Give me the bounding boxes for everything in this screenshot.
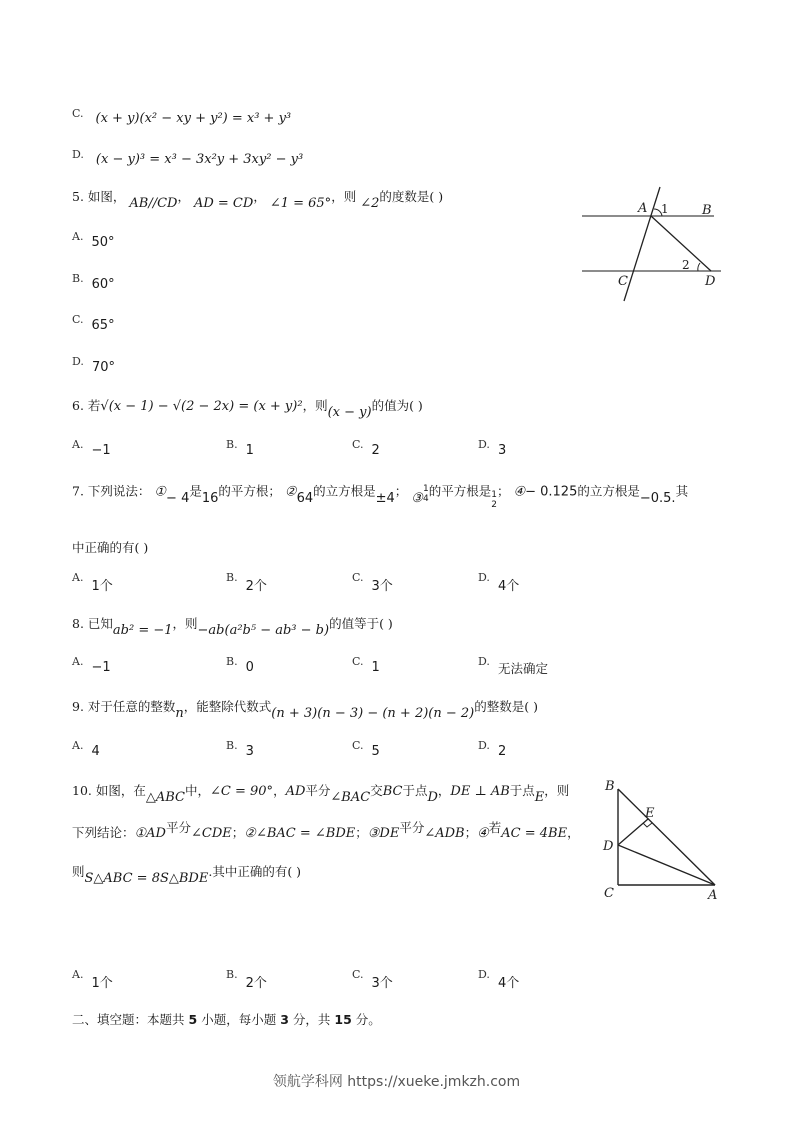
math-expr: 64: [296, 490, 314, 506]
text: 的立方根是: [577, 483, 640, 499]
option-value: 4: [91, 744, 100, 759]
option-value: 1个: [91, 579, 113, 594]
option-expression: (x + y)(x² − xy + y²) = x³ + y³: [95, 111, 292, 126]
circled-number: ②: [284, 484, 297, 500]
q7-stem: [72, 482, 689, 510]
option-label: C.: [72, 107, 84, 120]
text: 的值为( ): [371, 398, 423, 413]
circled-number: ④: [477, 826, 489, 841]
option-value: 3: [497, 443, 507, 458]
math-expr: ∠1 = 65°: [269, 196, 332, 211]
math-expr: n: [175, 706, 184, 721]
option-label: C.: [72, 313, 84, 326]
option-expression: (x − y)³ = x³ − 3x²y + 3xy² − y³: [95, 152, 304, 167]
question-number: 5. 如图，: [72, 189, 126, 204]
option-value: 60°: [91, 277, 115, 292]
q9-option-a[interactable]: [72, 739, 100, 759]
math-expr: DE: [379, 826, 400, 841]
option-label: A.: [72, 739, 84, 752]
text: ，: [437, 783, 451, 798]
q5-option-b[interactable]: [72, 272, 115, 292]
q7-option-b[interactable]: [226, 571, 267, 594]
option-value: 1: [371, 660, 380, 675]
circled-number: ③: [367, 826, 380, 841]
q9-option-c[interactable]: [352, 739, 380, 759]
numerator: 1: [491, 490, 497, 500]
text: 分。: [355, 1012, 381, 1027]
text: ，: [567, 825, 580, 840]
math-expr: AB//CD: [129, 196, 178, 211]
option-label: A.: [72, 968, 84, 981]
text: ，则: [302, 398, 328, 413]
text: 是: [189, 483, 202, 499]
math-expr: AD = CD: [193, 196, 254, 211]
math-expr: ∠C = 90°: [210, 784, 274, 799]
text: ，: [177, 189, 190, 204]
option-label: D.: [478, 739, 490, 752]
option-label: B.: [226, 739, 238, 752]
math-expr: 16: [201, 490, 219, 506]
circled-number: ②: [244, 826, 256, 841]
option-label: B.: [72, 272, 84, 285]
svg-text:E: E: [645, 806, 655, 821]
q10-option-d[interactable]: [478, 968, 520, 991]
question-number: 8. 已知: [72, 616, 113, 631]
text: 于点: [509, 783, 535, 798]
numerator: 1: [422, 484, 429, 494]
option-value: −1: [91, 660, 111, 675]
math-expr: E: [534, 790, 545, 805]
text: .其中正确的有( ): [208, 864, 302, 879]
math-expr: ∠BAC: [330, 790, 371, 805]
text: 中正确的有( ): [72, 540, 149, 555]
math-expr: AD: [285, 784, 306, 799]
q8-option-d[interactable]: [478, 655, 548, 677]
q10-stem-line3: [72, 864, 302, 886]
text: 的值等于( ): [329, 616, 393, 631]
text: 于点: [402, 783, 428, 798]
svg-text:A: A: [708, 888, 718, 902]
q8-option-c[interactable]: [352, 655, 380, 675]
circled-number: ④: [513, 484, 526, 500]
text: 二、填空题：本题共: [72, 1012, 185, 1027]
q6-option-a[interactable]: [72, 438, 111, 458]
svg-text:D: D: [705, 274, 716, 289]
option-value: 0: [245, 660, 254, 675]
option-value: 1个: [91, 976, 113, 991]
svg-text:C: C: [618, 274, 628, 289]
q9-stem: [72, 699, 538, 721]
text: ，则: [544, 783, 570, 798]
math-expr: ∠2: [360, 196, 380, 211]
option-label: B.: [226, 438, 238, 451]
text: ；: [394, 483, 408, 499]
option-label: B.: [226, 571, 238, 584]
q6-option-d[interactable]: [478, 438, 507, 458]
option-label: A.: [72, 230, 84, 243]
points-each: 3: [280, 1012, 289, 1027]
question-number: 10. 如图，在: [72, 783, 146, 798]
math-expr: ∠BAC = ∠BDE: [255, 826, 356, 841]
text: ；: [231, 825, 245, 840]
fraction-one-quarter: [423, 484, 429, 504]
circled-number: ①: [134, 826, 147, 841]
question-count: 5: [188, 1012, 198, 1027]
option-label: B.: [226, 655, 238, 668]
option-value: 50°: [91, 235, 115, 250]
text: ；: [464, 825, 478, 840]
option-value: 2个: [245, 976, 267, 991]
option-value: 3个: [371, 976, 393, 991]
q6-option-c[interactable]: [352, 438, 380, 458]
option-label: C.: [352, 571, 364, 584]
q10-right-triangle-figure: [598, 777, 728, 902]
option-label: D.: [478, 438, 490, 451]
text: ；: [355, 825, 368, 840]
text: ，能整除代数式: [183, 699, 272, 714]
text: 则: [72, 864, 85, 879]
option-value: 无法确定: [497, 661, 548, 676]
svg-text:D: D: [603, 839, 614, 854]
option-value: 2: [371, 443, 380, 458]
math-expr: ∠ADB: [424, 826, 465, 841]
svg-text:B: B: [605, 779, 615, 794]
text: 分，共: [292, 1012, 331, 1027]
option-value: −1: [91, 443, 111, 458]
denominator: 4: [422, 494, 429, 504]
option-label: D.: [72, 355, 84, 368]
q7-option-d[interactable]: [478, 571, 520, 594]
footer-watermark: 领航学科网 https://xueke.jmkzh.com: [272, 1074, 521, 1090]
q5-parallel-lines-figure: [578, 183, 728, 308]
math-expr: √(x − 1) − √(2 − 2x) = (x + y)²: [100, 399, 303, 414]
q5-option-a[interactable]: [72, 230, 115, 250]
option-label: A.: [72, 655, 84, 668]
option-label: A.: [72, 571, 84, 584]
option-value: 1: [245, 443, 254, 458]
math-expr: −ab(a²b⁵ − ab³ − b): [197, 623, 330, 638]
math-expr: (x − y): [327, 405, 372, 420]
q6-stem: [72, 398, 423, 420]
q9-option-d[interactable]: [478, 739, 507, 759]
text: 其: [675, 483, 689, 499]
q9-option-b[interactable]: [226, 739, 254, 759]
option-label: D.: [478, 655, 490, 668]
svg-text:2: 2: [682, 258, 690, 272]
q6-option-b[interactable]: [226, 438, 254, 458]
option-value: 65°: [91, 318, 115, 333]
text: 平分: [399, 820, 425, 835]
q10-stem-line1: [72, 783, 570, 805]
option-value: 2: [497, 744, 507, 759]
math-expr: − 4: [166, 490, 190, 506]
q5-option-c[interactable]: [72, 313, 115, 333]
option-value: 3: [245, 744, 254, 759]
option-label: D.: [478, 571, 490, 584]
math-expr: ∠CDE: [191, 826, 232, 841]
math-expr: BC: [382, 784, 403, 799]
q7-option-c[interactable]: [352, 571, 393, 594]
option-label: A.: [72, 438, 84, 451]
svg-text:A: A: [638, 201, 648, 216]
q10-option-a[interactable]: [72, 968, 113, 991]
option-label: C.: [352, 739, 364, 752]
option-label: C.: [352, 968, 364, 981]
q5-option-d[interactable]: [72, 355, 115, 375]
points-total: 15: [334, 1012, 352, 1027]
text: 的立方根是: [313, 483, 376, 499]
q7-option-a[interactable]: [72, 571, 113, 594]
text: 交: [370, 783, 383, 798]
option-label: C.: [352, 438, 364, 451]
q4-option-c: [72, 107, 292, 127]
text: 小题，每小题: [201, 1012, 277, 1027]
option-label: D.: [478, 968, 490, 981]
math-expr: DE ⊥ AB: [450, 784, 510, 799]
svg-text:C: C: [604, 886, 614, 901]
text: 的平方根是: [428, 483, 492, 499]
text: 的平方根；: [218, 483, 281, 499]
segment-ad: [618, 845, 715, 885]
option-value: 4个: [497, 579, 520, 594]
q10-stem-line2: [72, 820, 580, 842]
q5-stem: [72, 189, 444, 211]
segment-ad: [651, 216, 711, 271]
q4-option-d: [72, 148, 304, 168]
q7-stem-line2: [72, 540, 148, 556]
q10-option-c[interactable]: [352, 968, 393, 991]
math-expr: ab² = −1: [112, 623, 173, 638]
option-label: D.: [72, 148, 84, 161]
math-expr: △ABC: [145, 790, 185, 805]
side-ab: [618, 789, 715, 885]
circled-number: ①: [154, 484, 167, 500]
q8-stem: [72, 616, 393, 638]
text: ，: [253, 189, 266, 204]
text: ；: [496, 483, 510, 499]
math-expr: S△ABC = 8S△BDE: [84, 871, 209, 886]
text: ，则: [172, 616, 198, 631]
text: 下列结论：: [72, 825, 135, 840]
option-value: 4个: [497, 976, 520, 991]
q10-option-b[interactable]: [226, 968, 267, 991]
math-expr: D: [427, 790, 438, 805]
option-value: 3个: [371, 579, 393, 594]
math-expr: ±4: [375, 490, 395, 506]
circled-number: ③: [411, 490, 423, 506]
q8-option-b[interactable]: [226, 655, 254, 675]
section-heading-fill-in-blank: [72, 1010, 381, 1028]
question-number: 6. 若: [72, 398, 101, 413]
option-value: 70°: [91, 360, 115, 375]
text: ，: [273, 783, 286, 798]
math-expr: AC = 4BE: [501, 826, 568, 841]
fraction-one-half: [491, 490, 497, 510]
math-expr: −0.5.: [639, 490, 676, 506]
option-value: 5: [371, 744, 380, 759]
text: 中，: [185, 783, 211, 798]
text: 平分: [305, 783, 331, 798]
math-expr: (n + 3)(n − 3) − (n + 2)(n − 2): [271, 706, 475, 721]
denominator: 2: [491, 500, 497, 510]
svg-text:B: B: [702, 203, 712, 218]
q8-option-a[interactable]: [72, 655, 111, 675]
math-expr: − 0.125: [525, 484, 578, 500]
svg-text:1: 1: [661, 202, 669, 216]
option-value: 2个: [245, 579, 267, 594]
text: ，则: [331, 189, 357, 204]
text: 的度数是( ): [379, 189, 444, 204]
text: 的整数是( ): [474, 699, 538, 714]
option-label: C.: [352, 655, 364, 668]
math-expr: AD: [146, 826, 166, 841]
text: 若: [488, 820, 502, 835]
option-label: B.: [226, 968, 238, 981]
text: 平分: [165, 820, 191, 835]
question-number: 9. 对于任意的整数: [72, 699, 176, 714]
question-number: 7. 下列说法：: [72, 483, 151, 499]
